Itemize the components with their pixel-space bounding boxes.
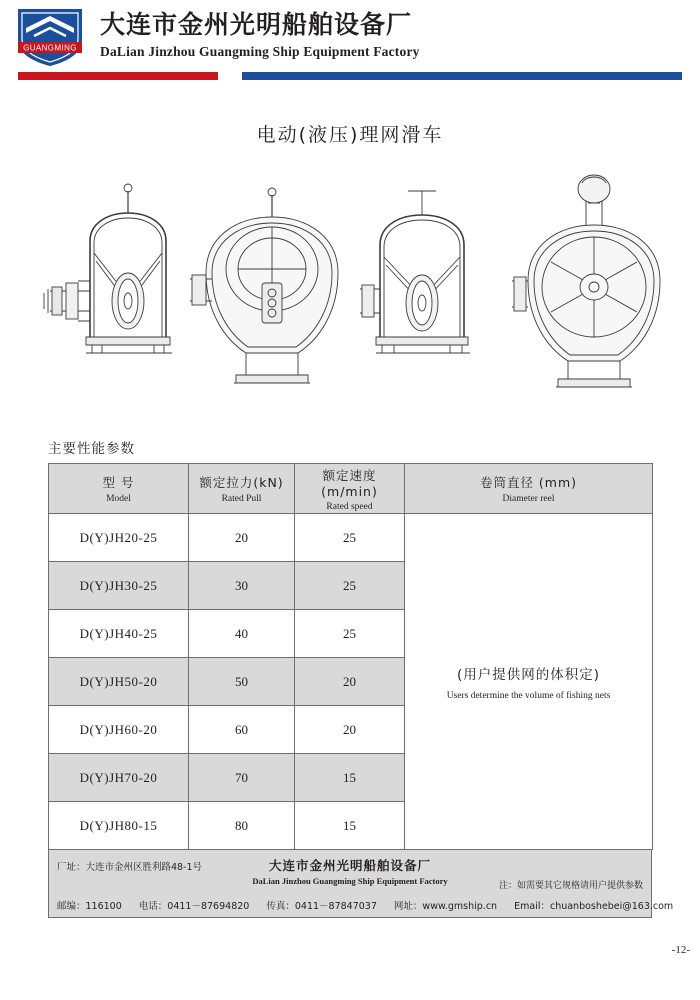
company-name-cn: 大连市金州光明船舶设备厂 xyxy=(100,10,413,39)
cell-rated-speed: 15 xyxy=(295,754,405,802)
cell-rated-speed: 15 xyxy=(295,802,405,850)
table-row xyxy=(49,514,653,562)
header-bar-gap xyxy=(218,72,242,80)
footer-company-cn: 大连市金州光明船舶设备厂 xyxy=(268,858,431,873)
params-section-label: 主要性能参数 xyxy=(48,441,135,457)
cell-rated-pull: 50 xyxy=(189,658,295,706)
footer-website[interactable]: 网址：www.gmship.cn xyxy=(393,901,498,912)
cell-rated-pull: 40 xyxy=(189,610,295,658)
footer-postcode: 邮编：116100 xyxy=(57,901,122,912)
header-bar-blue xyxy=(242,72,682,80)
footer-fax: 传真：0411－87847037 xyxy=(266,901,377,912)
cell-model: D(Y)JH80-15 xyxy=(49,802,189,850)
drawing-side-view xyxy=(190,188,338,383)
cell-rated-pull: 30 xyxy=(189,562,295,610)
drawing-rear-view xyxy=(360,191,470,353)
header-rated-pull: 额定拉力(kN) Rated Pull xyxy=(189,464,295,514)
footer-company-en: DaLian Jinzhou Guangming Ship Equipment Factory xyxy=(252,876,448,886)
cell-rated-speed: 20 xyxy=(295,658,405,706)
footer-note: 注：如需要其它规格请用户提供参数 xyxy=(498,881,643,891)
footer-address: 厂址：大连市金州区胜利路48-1号 xyxy=(57,862,203,873)
cell-rated-pull: 20 xyxy=(189,514,295,562)
reel-note-cn: (用户提供网的体积定) xyxy=(456,666,601,683)
page-number: -12- xyxy=(671,944,690,956)
cell-rated-speed: 20 xyxy=(295,706,405,754)
page-footer xyxy=(48,850,674,918)
cell-rated-pull: 60 xyxy=(189,706,295,754)
svg-text:GUANGMING: GUANGMING xyxy=(23,43,77,53)
spec-table xyxy=(48,463,653,850)
footer-phone: 电话：0411－87694820 xyxy=(138,901,250,912)
header-bar-red xyxy=(18,72,218,80)
company-name-block xyxy=(100,10,420,60)
footer-contact-line xyxy=(57,898,687,912)
cell-rated-speed: 25 xyxy=(295,562,405,610)
spec-table-wrapper xyxy=(48,463,652,850)
cell-model: D(Y)JH50-20 xyxy=(49,658,189,706)
cell-model: D(Y)JH30-25 xyxy=(49,562,189,610)
footer-email[interactable]: Email：chuanboshebei@163.com xyxy=(514,901,674,912)
cell-model: D(Y)JH60-20 xyxy=(49,706,189,754)
cell-model: D(Y)JH70-20 xyxy=(49,754,189,802)
header-diameter-reel: 卷筒直径 (mm) Diameter reel xyxy=(405,464,653,514)
cell-model: D(Y)JH20-25 xyxy=(49,514,189,562)
cell-rated-pull: 80 xyxy=(189,802,295,850)
page-header xyxy=(0,0,700,78)
company-logo-icon xyxy=(14,6,86,68)
cell-model: D(Y)JH40-25 xyxy=(49,610,189,658)
reel-note-en: Users determine the volume of fishing nets xyxy=(446,690,611,701)
table-header-row xyxy=(49,464,653,514)
cell-rated-pull: 70 xyxy=(189,754,295,802)
product-title: 电动(液压)理网滑车 xyxy=(256,124,444,146)
cell-diameter-reel-note xyxy=(405,514,653,850)
header-color-bars xyxy=(18,72,682,80)
cell-rated-speed: 25 xyxy=(295,610,405,658)
drawing-hydraulic-view xyxy=(512,175,660,387)
header-model: 型 号 Model xyxy=(49,464,189,514)
company-name-en: DaLian Jinzhou Guangming Ship Equipment Factory xyxy=(100,44,420,59)
drawing-front-view xyxy=(44,184,172,353)
product-drawings xyxy=(0,161,700,421)
header-rated-speed: 额定速度(m/min) Rated speed xyxy=(295,464,405,514)
cell-rated-speed: 25 xyxy=(295,514,405,562)
